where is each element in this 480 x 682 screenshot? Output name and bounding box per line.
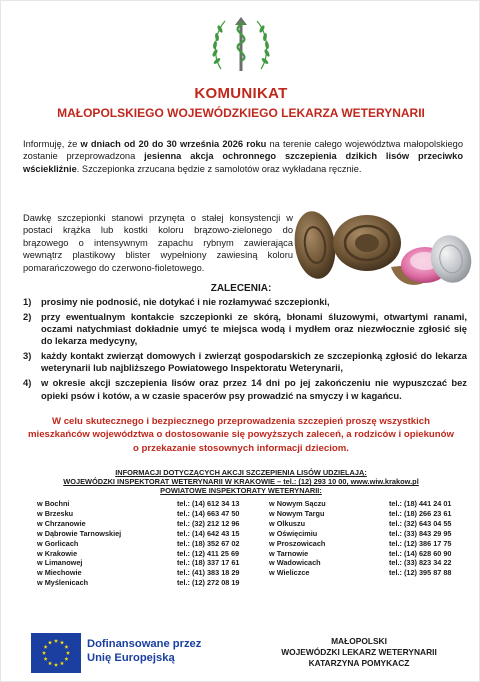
right-places-column — [269, 499, 326, 578]
inspectorate-phone: tel.: (18) 441 24 01 — [389, 499, 452, 508]
list-item-number: 1) — [23, 296, 32, 307]
list-item — [23, 311, 467, 348]
voivodeship-inspectorate — [23, 477, 459, 486]
intro-text-2: na terenie całego województwa małopolskiego zostanie przeprowadzona — [23, 139, 463, 162]
wiw-website-link[interactable]: www.wiw.krakow.pl — [350, 477, 419, 487]
list-item-text: każdy kontakt zwierząt domowych i zwierząt gospodarskich ze szczepionką zgłosić do lekarza weterynarii lub najbliższego Powiatowego Inspektoratu Weterynarii, — [41, 350, 467, 374]
inspectorate-place: w Wadowicach — [269, 558, 321, 568]
inspectorate-place: w Krakowie — [37, 548, 78, 558]
inspectorate-place: w Miechowie — [37, 568, 82, 578]
appeal-text: W celu skutecznego i bezpiecznego przeprowadzenia szczepień proszę wszystkich mieszkańców województwa o dostosowanie się powyższych zaleceń, a rodziców i opiekunów o przekazanie stosownych informacji dzieciom. — [28, 416, 454, 454]
eu-flag-icon — [31, 633, 81, 673]
eu-funding-line-1: Dofinansowane przez — [87, 638, 202, 650]
district-inspectorates-heading: POWIATOWE INSPEKTORATY WETERYNARII: — [160, 486, 322, 496]
list-item-number: 3) — [23, 350, 32, 362]
right-phones-column — [389, 499, 451, 578]
list-item-number: 2) — [23, 310, 32, 322]
intro-text-3: . Szczepionka zrzucana będzie z samolotów oraz wykładana ręcznie. — [76, 163, 362, 174]
eu-funding-text — [87, 637, 201, 665]
left-phones-column — [177, 499, 239, 588]
inspectorate-place: w Chrzanowie — [37, 518, 86, 528]
inspectorate-place: w Tarnowie — [269, 548, 309, 558]
list-item — [23, 296, 467, 308]
list-item-text: w okresie akcji szczepienia lisów oraz przez 14 dni po jej zakończeniu nie wypuszczać bez opieki psów i kotów, a w czasie spacerów psy prowadzić na smyczy i w kagańcu. — [41, 377, 467, 401]
inspectorate-place: w Myślenicach — [37, 578, 89, 588]
inspectorate-place: w Limanowej — [37, 558, 83, 568]
left-places-column — [37, 499, 121, 588]
inspectorate-phone: tel.: (14) 612 34 13 — [177, 499, 240, 508]
inspectorate-phone: tel.: (12) 411 25 69 — [177, 548, 240, 558]
veterinary-caduceus-logo — [207, 11, 275, 79]
inspectorate-phone: tel.: (14) 628 60 90 — [389, 548, 452, 558]
list-item-text: przy ewentualnym kontakcie szczepionki ze skórą, błonami śluzowymi, otwartymi ranami, oczami natychmiast dokładnie umyć te miejsca wodą i mydłem oraz niezwłocznie zgłosić się do lekarza medycyny, — [41, 310, 467, 347]
list-item — [23, 377, 467, 402]
signature-name: KATARZYNA POMYKACZ — [308, 658, 410, 669]
inspectorate-phone: tel.: (14) 642 43 15 — [177, 528, 240, 538]
inspectorate-phone: tel.: (12) 395 87 88 — [389, 568, 452, 578]
signature-line-1: MAŁOPOLSKI — [331, 636, 387, 646]
inspectorate-place: w Olkuszu — [269, 518, 306, 528]
vaccine-description: Dawkę szczepionki stanowi przynęta o stałej konsystencji w postaci krążka lub kostki koloru brązowo-zielonego do brązowego o intensywnym zapachu rybnym zawierająca wewnątrz plastikowy blister wypełniony zawiesiną koloru pomarańczowego do czerwono-fioletowego. — [23, 213, 293, 273]
inspectorate-place: w Gorlicach — [37, 538, 79, 548]
signature-block — [259, 636, 459, 670]
inspectorate-place: w Oświęcimiu — [269, 528, 318, 538]
inspectorate-phone: tel.: (41) 383 18 29 — [177, 568, 240, 578]
list-item-text: prosimy nie podnosić, nie dotykać i nie rozłamywać szczepionki, — [41, 296, 330, 307]
inspectorate-phone: tel.: (18) 266 23 61 — [389, 508, 452, 518]
contact-info — [23, 468, 459, 588]
inspectorate-place: w Brzesku — [37, 508, 74, 518]
recommendations-list — [23, 296, 467, 404]
inspectorate-phone: tel.: (33) 843 29 95 — [389, 528, 452, 538]
eu-funding-badge — [31, 633, 211, 673]
page-title: KOMUNIKAT — [194, 85, 288, 102]
intro-dates: w dniach od 20 do 30 września 2026 roku — [80, 139, 267, 149]
inspectorate-phone: tel.: (32) 212 12 96 — [177, 518, 240, 528]
inspectorate-phone: tel.: (18) 352 67 02 — [177, 538, 240, 548]
intro-text-1: Informuję, że — [23, 139, 81, 149]
inspectorate-phone: tel.: (12) 386 17 75 — [389, 538, 452, 548]
list-item-number: 4) — [23, 377, 32, 389]
inspectorate-place: w Proszowicach — [269, 538, 326, 548]
contact-heading: INFORMACJI DOTYCZĄCYCH AKCJI SZCZEPIENIA LISÓW UDZIELAJĄ: — [115, 468, 367, 477]
signature-line-2: WOJEWÓDZKI LEKARZ WETERYNARII — [281, 647, 437, 658]
inspectorate-place: w Bochni — [37, 499, 70, 508]
inspectorate-place: w Nowym Targu — [269, 508, 325, 518]
inspectorate-phone: tel.: (14) 663 47 50 — [177, 508, 240, 518]
page-subtitle: MAŁOPOLSKIEGO WOJEWÓDZKIEGO LEKARZA WETERYNARII — [57, 106, 425, 120]
inspectorate-place: w Wieliczce — [269, 568, 310, 578]
recommendations-heading: ZALECENIA: — [210, 283, 272, 294]
intro-action: jesienna akcja ochronnego szczepienia dzikich lisów przeciwko wściekliźnie — [23, 151, 463, 174]
inspectorate-phone: tel.: (12) 272 08 19 — [177, 578, 240, 588]
inspectorate-place: w Dąbrowie Tarnowskiej — [37, 528, 122, 538]
eu-funding-line-2: Unię Europejską — [87, 652, 175, 664]
inspectorate-place: w Nowym Sączu — [269, 499, 326, 508]
voivodeship-inspectorate-text: WOJEWÓDZKI INSPEKTORAT WETERYNARII W KRAKOWIE – tel.: (12) 293 10 00, — [63, 477, 351, 487]
vaccine-bait-image — [293, 197, 473, 297]
intro-paragraph — [23, 138, 463, 175]
inspectorate-phone: tel.: (32) 643 04 55 — [389, 518, 452, 528]
list-item — [23, 350, 467, 375]
inspectorate-phone: tel.: (33) 823 34 22 — [389, 558, 452, 568]
inspectorate-phone: tel.: (18) 337 17 61 — [177, 558, 240, 568]
